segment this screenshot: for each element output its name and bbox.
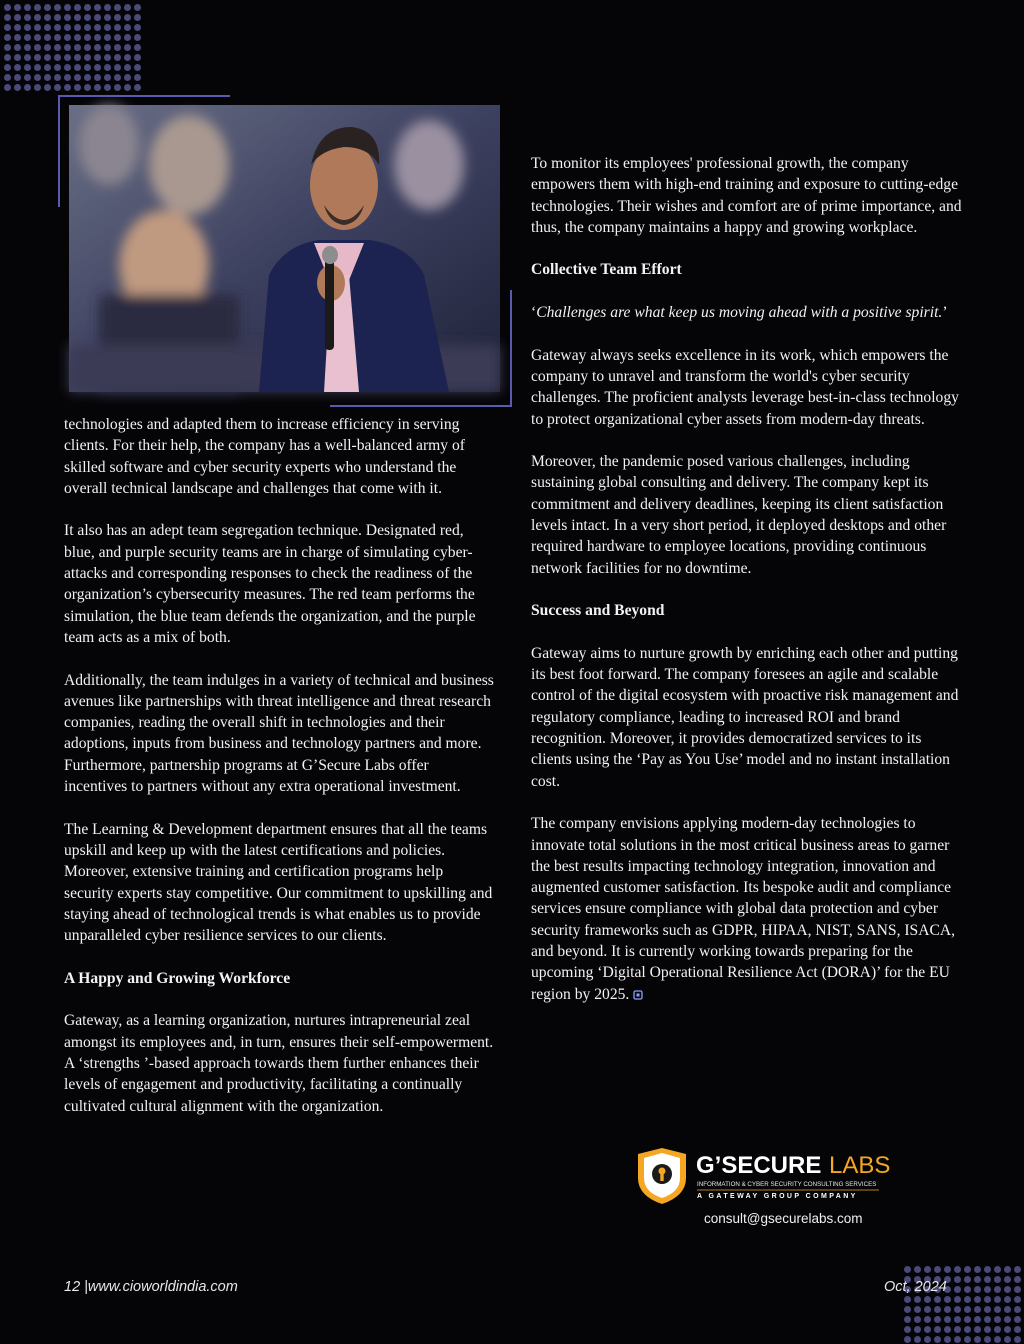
logo-name: G’SECURE [696,1152,822,1179]
decorative-dot [114,54,121,61]
decorative-dot [1014,1296,1021,1303]
decorative-dot [64,84,71,91]
paragraph: Additionally, the team indulges in a variety of technical and business avenues like partnerships with threat intelligence and threat research companies, reading the overall shift in technologies and their adoptions, inputs from business and technology partners and more. Furthermore, partnership programs at G’Secure Labs offer incentives to partners without any extra operational investment. [64,671,494,796]
decorative-dot [994,1316,1001,1323]
decorative-dot [4,44,11,51]
decorative-dot [14,34,21,41]
decorative-dot-grid-top-left [0,0,140,92]
decorative-dot [114,34,121,41]
decorative-dot [974,1306,981,1313]
decorative-dot [94,4,101,11]
decorative-dot [34,84,41,91]
decorative-dot [944,1296,951,1303]
decorative-dot [54,4,61,11]
decorative-dot [134,74,141,81]
paragraph: Moreover, the pandemic posed various challenges, including sustaining global consulting and delivery. The company kept its commitment and delivery deadlines, keeping its client satisfaction levels intact. In a very short period, it deployed desktops and other required hardware to employee locations, providing continuous network facilities for no downtime. [531,453,947,577]
decorative-dot [994,1306,1001,1313]
decorative-dot [1014,1326,1021,1333]
section-heading: A Happy and Growing Workforce [64,969,291,987]
decorative-dot [134,14,141,21]
decorative-dot [904,1316,911,1323]
decorative-dot [914,1326,921,1333]
decorative-dot [914,1306,921,1313]
decorative-dot [124,44,131,51]
paragraph-text: The company envisions applying modern-day technologies to innovate total solutions in the most critical business areas to garner the best results impacting technology integration, innovation and augmented customer satisfaction. Its bespoke audit and compliance services ensure compliance with global data protection and cyber security frameworks such as GDPR, HIPAA, NIST, SANS, ISACA, and beyond. It is currently working towards preparing for the upcoming ‘Digital Operational Resilience Act (DORA)’ for the EU region by 2025. [531,815,956,1003]
decorative-dot [64,4,71,11]
decorative-dot [34,74,41,81]
decorative-dot [54,44,61,51]
decorative-dot [934,1266,941,1273]
decorative-dot [964,1326,971,1333]
decorative-dot [64,64,71,71]
decorative-dot [34,4,41,11]
decorative-dot [114,84,121,91]
decorative-dot [914,1296,921,1303]
decorative-dot [964,1266,971,1273]
decorative-dot [934,1326,941,1333]
decorative-dot [954,1276,961,1283]
pull-quote [531,302,963,323]
paragraph: technologies and adapted them to increase efficiency in serving clients. For their help, the company has a well-balanced army of skilled software and cyber security experts who understand the overall technical landscape and challenges that come with it. [64,416,465,497]
decorative-dot [1014,1286,1021,1293]
decorative-dot [1004,1276,1011,1283]
decorative-dot [964,1316,971,1323]
decorative-dot [924,1316,931,1323]
decorative-dot [984,1336,991,1343]
decorative-dot [934,1296,941,1303]
decorative-dot [74,84,81,91]
decorative-dot [964,1276,971,1283]
decorative-dot [994,1296,1001,1303]
decorative-dot [44,14,51,21]
decorative-dot [944,1306,951,1313]
decorative-dot [954,1306,961,1313]
decorative-dot [74,44,81,51]
decorative-dot [34,54,41,61]
decorative-dot [984,1296,991,1303]
decorative-dot [964,1296,971,1303]
decorative-dot [104,24,111,31]
decorative-dot [114,24,121,31]
contact-email[interactable]: consult@gsecurelabs.com [704,1211,863,1226]
decorative-dot [914,1266,921,1273]
decorative-dot [24,14,31,21]
decorative-dot [924,1336,931,1343]
decorative-dot [44,74,51,81]
quote-mark-close: ’ [942,304,948,322]
decorative-dot [14,4,21,11]
decorative-dot [4,14,11,21]
decorative-dot [64,24,71,31]
decorative-dot [1004,1306,1011,1313]
decorative-dot [24,54,31,61]
decorative-dot [134,44,141,51]
decorative-dot [4,54,11,61]
decorative-dot [34,64,41,71]
decorative-dot [124,14,131,21]
paragraph: It also has an adept team segregation technique. Designated red, blue, and purple security teams are in charge of simulating cyber-attacks and corresponding responses to check the readiness of the organization’s cybersecurity measures. The red team performs the simulation, the blue team defends the organization, and the purple team acts as a mix of both. [64,522,476,646]
decorative-dot [74,74,81,81]
decorative-dot [54,14,61,21]
decorative-dot [904,1326,911,1333]
decorative-dot [1014,1336,1021,1343]
section-heading: Collective Team Effort [531,261,682,279]
decorative-dot [904,1306,911,1313]
decorative-dot [84,54,91,61]
gsecure-labs-logo [634,1148,891,1204]
decorative-dot [94,54,101,61]
decorative-dot [124,84,131,91]
article-left-column [64,414,494,1138]
decorative-dot [24,4,31,11]
decorative-dot [994,1286,1001,1293]
decorative-dot [44,84,51,91]
decorative-dot [34,24,41,31]
decorative-dot [914,1336,921,1343]
decorative-dot [114,14,121,21]
decorative-dot [1004,1296,1011,1303]
decorative-dot [134,4,141,11]
decorative-dot [984,1316,991,1323]
decorative-dot [4,34,11,41]
decorative-dot [944,1326,951,1333]
decorative-dot [124,74,131,81]
decorative-dot [114,74,121,81]
article-right-column [531,153,963,1026]
section-heading: Success and Beyond [531,602,665,620]
paragraph [531,813,963,1005]
decorative-dot [1004,1316,1011,1323]
decorative-dot [24,34,31,41]
decorative-dot [64,74,71,81]
decorative-dot [124,54,131,61]
decorative-dot [54,34,61,41]
decorative-dot [974,1336,981,1343]
speaker-photo [69,105,500,392]
decorative-dot [24,24,31,31]
decorative-dot [64,44,71,51]
logo-tagline: INFORMATION & CYBER SECURITY CONSULTING SERVICES [697,1181,877,1188]
decorative-dot [74,54,81,61]
decorative-dot [914,1316,921,1323]
decorative-dot [14,64,21,71]
decorative-dot [44,4,51,11]
decorative-dot [984,1326,991,1333]
decorative-dot [1014,1306,1021,1313]
decorative-dot [984,1286,991,1293]
decorative-dot [904,1266,911,1273]
decorative-dot [34,44,41,51]
decorative-dot [44,64,51,71]
logo-company-line: A GATEWAY GROUP COMPANY [697,1193,858,1200]
decorative-dot [994,1326,1001,1333]
decorative-dot [24,44,31,51]
decorative-dot [14,24,21,31]
decorative-dot [944,1336,951,1343]
decorative-dot [4,24,11,31]
decorative-dot [54,84,61,91]
decorative-dot [74,4,81,11]
decorative-dot [84,4,91,11]
decorative-dot [904,1296,911,1303]
decorative-dot [84,84,91,91]
quote-text: Challenges are what keep us moving ahead with a positive spirit. [536,304,943,322]
decorative-dot [1014,1266,1021,1273]
decorative-dot [934,1316,941,1323]
paragraph: Gateway aims to nurture growth by enriching each other and putting its best foot forward. The company foresees an agile and scalable control of the digital ecosystem with proactive risk management and regulatory compliance, leading to increased ROI and brand recognition. Moreover, it provides democratized services to its clients using the ‘Pay as You Use’ model and no instant installation cost. [531,644,959,790]
decorative-dot [994,1336,1001,1343]
decorative-dot [14,54,21,61]
decorative-dot [44,24,51,31]
decorative-dot [984,1266,991,1273]
decorative-dot [924,1306,931,1313]
decorative-dot [114,44,121,51]
footer-page-info: 12 |www.cioworldindia.com [64,1279,238,1295]
decorative-dot [94,74,101,81]
decorative-dot [1014,1276,1021,1283]
decorative-dot [974,1286,981,1293]
decorative-dot [104,64,111,71]
paragraph: Gateway always seeks excellence in its work, which empowers the company to unravel and transform the world's cyber security challenges. The proficient analysts leverage best-in-class technology to protect organizational cyber assets from modern-day threats. [531,346,959,428]
quote-mark-open: ‘ [531,304,537,322]
decorative-dot [124,24,131,31]
decorative-dot [954,1316,961,1323]
decorative-dot [964,1336,971,1343]
decorative-dot [974,1266,981,1273]
decorative-dot [94,44,101,51]
decorative-dot [74,14,81,21]
decorative-dot [94,14,101,21]
decorative-dot [84,64,91,71]
decorative-dot [104,84,111,91]
decorative-dot [74,34,81,41]
decorative-dot [14,84,21,91]
logo-name-accent: LABS [829,1152,891,1179]
decorative-dot [94,34,101,41]
decorative-dot [54,74,61,81]
decorative-dot [924,1296,931,1303]
paragraph: To monitor its employees' professional growth, the company empowers them with high-end training and exposure to cutting-edge technologies. Their wishes and comfort are of prime importance, and thus, the company maintains a happy and growing workplace. [531,155,962,236]
decorative-dot [1004,1326,1011,1333]
decorative-dot [954,1326,961,1333]
decorative-dot [94,84,101,91]
decorative-dot [984,1306,991,1313]
decorative-dot [984,1276,991,1283]
decorative-dot [114,64,121,71]
decorative-dot [954,1296,961,1303]
decorative-dot [84,74,91,81]
decorative-dot [84,24,91,31]
decorative-dot [34,34,41,41]
decorative-dot [964,1306,971,1313]
decorative-dot [64,14,71,21]
decorative-dot [44,54,51,61]
decorative-dot [134,24,141,31]
decorative-dot [954,1286,961,1293]
decorative-dot [34,14,41,21]
decorative-dot [944,1266,951,1273]
decorative-dot [104,54,111,61]
decorative-dot [904,1336,911,1343]
decorative-dot [84,34,91,41]
decorative-dot [24,84,31,91]
decorative-dot [934,1336,941,1343]
decorative-dot [74,24,81,31]
article-end-icon [633,990,643,1000]
decorative-dot [134,54,141,61]
decorative-dot [954,1336,961,1343]
decorative-dot [114,4,121,11]
footer-date: Oct, 2024 [884,1279,947,1295]
decorative-dot [134,64,141,71]
decorative-dot [104,44,111,51]
decorative-dot [974,1316,981,1323]
decorative-dot [134,34,141,41]
decorative-dot [124,64,131,71]
decorative-dot [104,34,111,41]
decorative-dot [994,1276,1001,1283]
decorative-dot [54,54,61,61]
paragraph: The Learning & Development department ensures that all the teams upskill and keep up with the latest certifications and policies. Moreover, extensive training and certification programs help security experts stay competitive. Our commitment to upskilling and staying ahead of technological trends is what enables us to provide unparalleled cyber resilience services to our clients. [64,820,493,945]
decorative-dot [24,74,31,81]
decorative-dot [84,14,91,21]
decorative-dot [1004,1266,1011,1273]
decorative-dot [954,1266,961,1273]
decorative-dot [54,24,61,31]
decorative-dot [1004,1336,1011,1343]
decorative-dot [964,1286,971,1293]
decorative-dot [44,34,51,41]
decorative-dot [974,1276,981,1283]
decorative-dot [124,4,131,11]
decorative-dot [4,64,11,71]
decorative-dot [124,34,131,41]
decorative-dot [1004,1286,1011,1293]
decorative-dot [54,64,61,71]
decorative-dot [4,74,11,81]
decorative-dot [104,74,111,81]
paragraph: Gateway, as a learning organization, nurtures intrapreneurial zeal amongst its employees and, in turn, ensures their self-empowerment. A ‘strengths ’-based approach towards them further enhances their levels of engagement and productivity, facilitating a continually cultivated cultural alignment with the organization. [64,1012,494,1115]
decorative-dot [74,64,81,71]
decorative-dot [24,64,31,71]
decorative-dot [4,4,11,11]
decorative-dot [1014,1316,1021,1323]
decorative-dot [84,44,91,51]
decorative-dot [94,24,101,31]
decorative-dot [134,84,141,91]
decorative-dot [104,4,111,11]
decorative-dot [14,44,21,51]
decorative-dot [924,1266,931,1273]
decorative-dot [934,1306,941,1313]
decorative-dot [924,1326,931,1333]
decorative-dot [974,1296,981,1303]
decorative-dot [974,1326,981,1333]
decorative-dot [64,54,71,61]
decorative-dot-grid-bottom-right [900,1262,1024,1344]
decorative-dot [944,1316,951,1323]
decorative-dot [4,84,11,91]
decorative-dot [994,1266,1001,1273]
decorative-dot [14,74,21,81]
decorative-dot [104,14,111,21]
decorative-dot [64,34,71,41]
decorative-dot [44,44,51,51]
decorative-dot [94,64,101,71]
decorative-dot [14,14,21,21]
